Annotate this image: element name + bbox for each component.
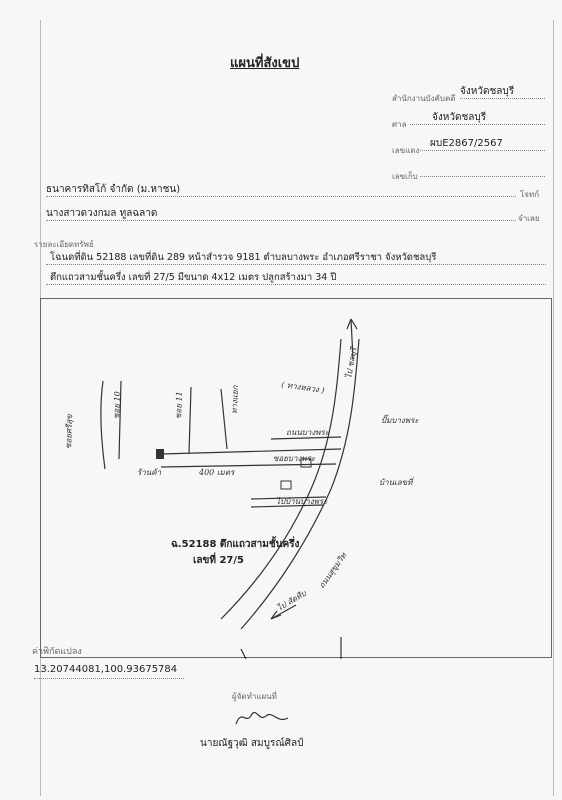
map-property-label-1: ฉ.52188 ตึกแถวสามชั้นครึ่ง (171, 539, 300, 550)
sketch-map (40, 298, 552, 658)
plaintiff-role: โจทก์ (520, 190, 540, 199)
map-hand-label-4: ( ทางหลวง ) (280, 380, 326, 396)
court-value: จังหวัดชลบุรี (432, 112, 487, 123)
landmark-box-2 (281, 481, 291, 489)
soi-upper-road (271, 437, 341, 439)
case-label: เลขแดง (392, 146, 420, 155)
map-hand-label-8: ร้านค้า (137, 468, 162, 477)
map-hand-label-6: ซอยบางพระ (273, 454, 316, 463)
map-hand-label-9: ไปบ้านบางพระ (276, 497, 328, 506)
office-value: จังหวัดชลบุรี (460, 86, 515, 97)
property-marker (156, 449, 164, 459)
map-hand-label-0: ซอยศรีสุข (64, 414, 75, 450)
page-title: แผนที่สังเขป (230, 56, 300, 71)
map-hand-label-2: ซอย 11 (174, 391, 184, 420)
defendant-name: นางสาวดวงกมล ทูลฉลาด (46, 208, 158, 219)
maker-label: ผู้จัดทำแผนที่ (232, 692, 277, 701)
coord-label: ค่าพิกัดแปลง (32, 647, 82, 657)
map-hand-label-3: ทางแยก (230, 385, 240, 415)
plaintiff-name: ธนาคารทิสโก้ จำกัด (ม.หาชน) (46, 184, 181, 195)
map-property-label-2: เลขที่ 27/5 (193, 555, 244, 566)
map-hand-label-13: ไป สัตหีบ (275, 588, 308, 613)
map-hand-label-7: 400 เมตร (199, 468, 235, 477)
coord-value: 13.20744081,100.93675784 (34, 664, 178, 675)
court-label: ศาล (392, 120, 407, 129)
case-number: ผบE2867/2567 (430, 138, 503, 149)
property-line-2: ตึกแถวสามชั้นครึ่ง เลขที่ 27/5 มีขนาด 4x12 เมตร ปลูกสร้างมา 34 ปี (50, 272, 337, 283)
map-hand-label-14: ถนนสุขุมวิท (317, 551, 349, 591)
property-label: รายละเอียดทรัพย์ (34, 240, 94, 249)
soi-11-line (189, 387, 191, 454)
office-label: สำนักงานบังคับคดี (392, 94, 456, 103)
map-hand-label-1: ซอย 10 (112, 391, 122, 420)
left-road-line (101, 381, 105, 469)
map-drawing (41, 299, 553, 659)
map-hand-label-10: ปั๊มบางพระ (381, 416, 419, 425)
case2-label: เลขเก็บ (392, 172, 418, 181)
property-line-1: โฉนดที่ดิน 52188 เลขที่ดิน 289 หน้าสำรวจ 9181 ตำบลบางพระ อำเภอศรีราชา จังหวัดชลบุรี (50, 252, 437, 263)
signature (232, 706, 292, 728)
signer-name: นายณัฐวุฒิ สมบูรณ์ศิลป์ (200, 738, 304, 749)
bottom-mark (241, 649, 246, 659)
map-hand-label-5: ถนนบางพระ (286, 428, 330, 437)
soi-line-b (221, 389, 227, 449)
map-hand-label-12: ไป ชลบุรี (344, 346, 359, 380)
map-hand-label-11: บ้านเลขที่ (379, 478, 413, 487)
defendant-role: จำเลย (518, 214, 540, 223)
